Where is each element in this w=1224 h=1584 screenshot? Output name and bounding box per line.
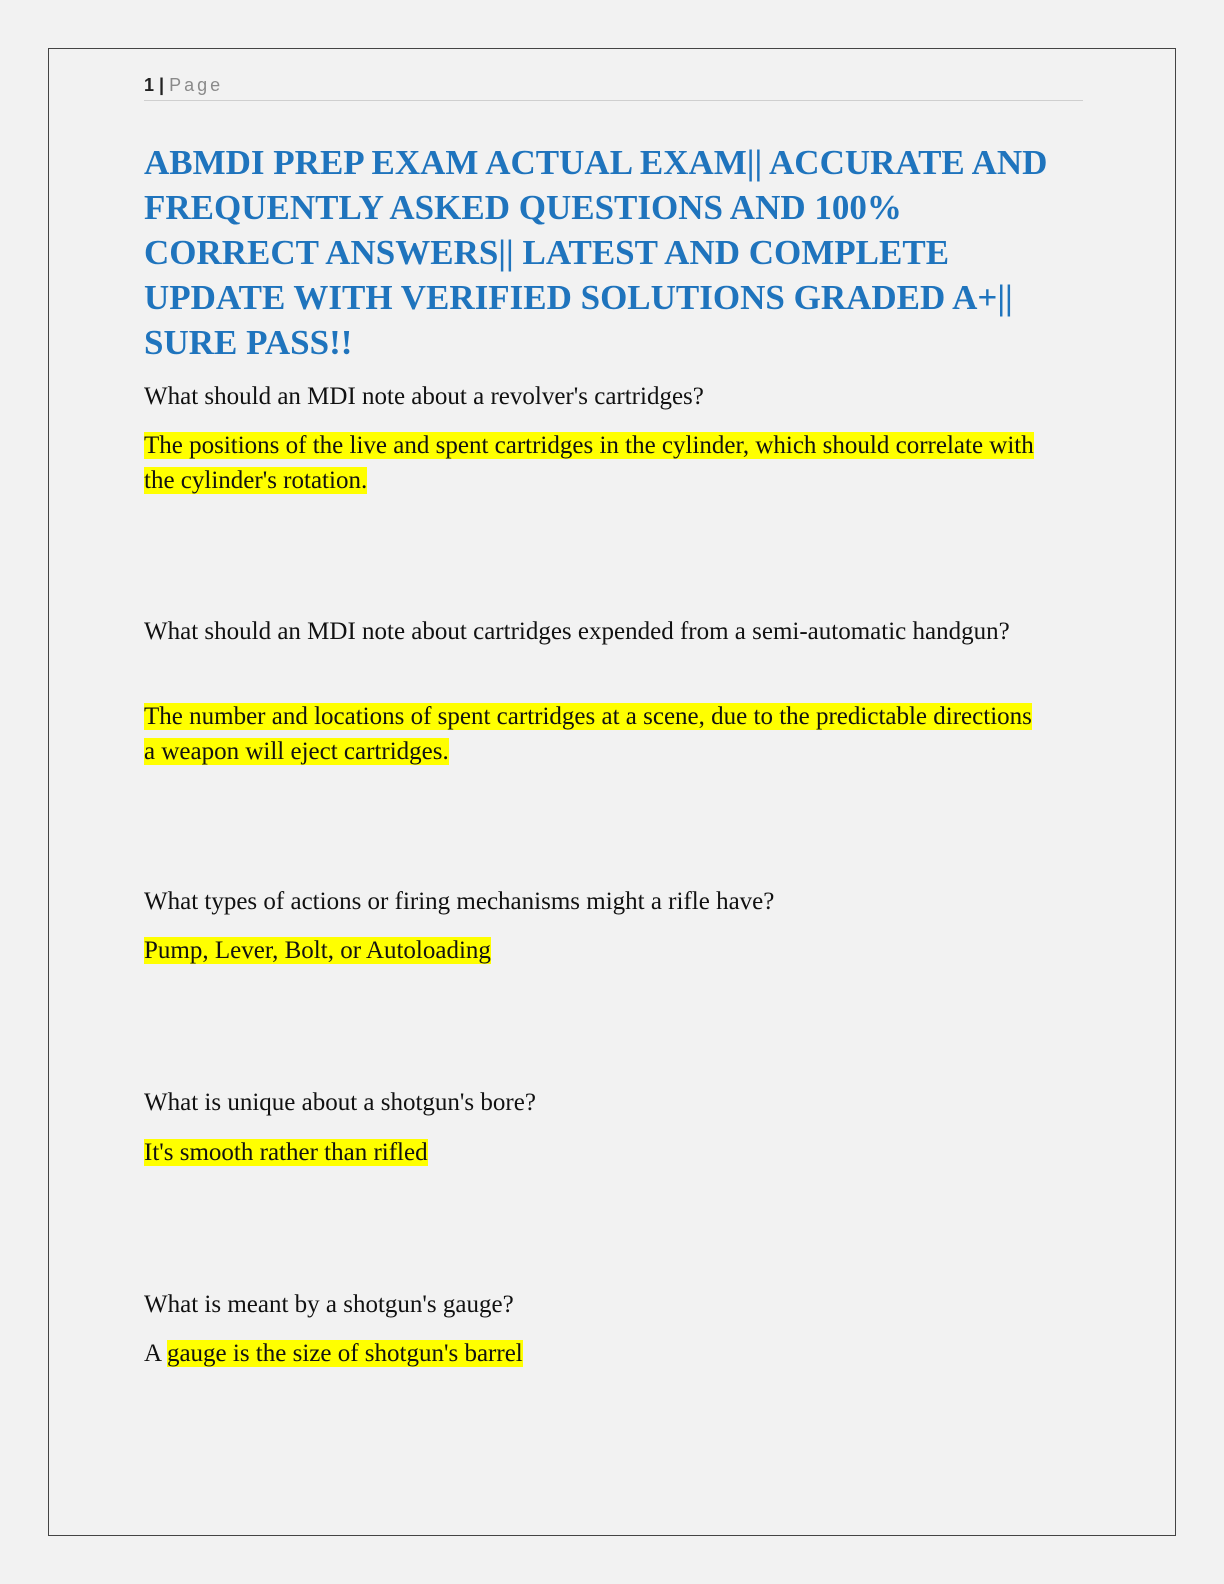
answer-5-text: gauge is the size of shotgun's barrel <box>166 1340 523 1367</box>
header-separator: | <box>154 75 170 95</box>
page-label: Page <box>169 75 224 95</box>
page-header <box>144 74 1083 101</box>
answer-4-text: It's smooth rather than rifled <box>144 1139 428 1166</box>
answer-1 <box>144 428 1044 498</box>
document-title: ABMDI PREP EXAM ACTUAL EXAM|| ACCURATE AND FREQUENTLY ASKED QUESTIONS AND 100% CORRECT ANSWERS|| LATEST AND COMPLETE UPDATE WITH VERIFIED SOLUTIONS GRADED A+|| SURE PASS!! <box>144 143 1048 362</box>
question-4: What is unique about a shotgun's bore? <box>144 1089 536 1116</box>
page-number: 1 <box>144 75 155 95</box>
answer-2 <box>144 699 1044 769</box>
answer-5 <box>144 1336 1044 1371</box>
answer-3 <box>144 933 1044 968</box>
answer-1-text: The positions of the live and spent cartridges in the cylinder, which should correlate with the cylinder's rotation. <box>144 432 1034 494</box>
answer-5-prefix: A <box>144 1340 167 1367</box>
question-5: What is meant by a shotgun's gauge? <box>144 1291 514 1318</box>
question-1: What should an MDI note about a revolver's cartridges? <box>144 383 704 410</box>
question-2: What should an MDI note about cartridges expended from a semi-automatic handgun? <box>144 618 1010 645</box>
question-3: What types of actions or firing mechanisms might a rifle have? <box>144 888 775 915</box>
answer-3-text: Pump, Lever, Bolt, or Autoloading <box>144 937 491 964</box>
answer-4 <box>144 1135 1044 1170</box>
answer-2-text: The number and locations of spent cartridges at a scene, due to the predictable directions a weapon will eject cartridges. <box>144 703 1032 765</box>
